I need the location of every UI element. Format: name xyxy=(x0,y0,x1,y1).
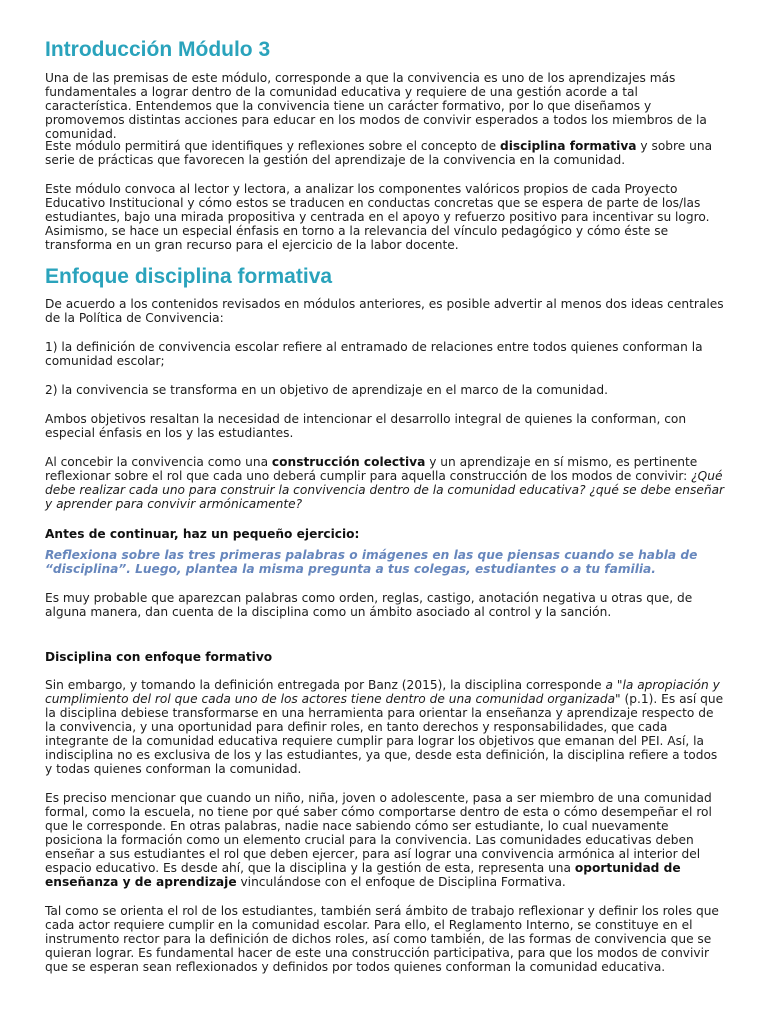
enfoque-p5-question: ¿Qué debe realizar cada uno para construir la convivencia dentro de la comunidad educativa? ¿qué se debe enseñar y aprender para convivir armónicamente? xyxy=(45,469,725,511)
formativo-p1-text-end: (p.1). Es así que la disciplina debiese transformarse en una herramienta para orientar la enseñanza y aprendizaje respecto de la convivencia, y una oportunidad para definir roles, en tanto derechos y responsabilidades, que cada integrante de la comunidad educativa requiere cumplir para lograr los objetivos que emanan del PEI. Así, la indisciplina no es exclusiva de los y las estudiantes, ya que, desde esta definición, la disciplina refiere a todos y todas quienes conforman la comunidad. xyxy=(45,692,724,776)
exercise-text: Reflexiona sobre las tres primeras palabras o imágenes en las que piensas cuando se habla de “disciplina”. Luego, plantea la misma pregunta a tus colegas, estudiantes o a tu familia. xyxy=(45,548,698,576)
intro-title: Introducción Módulo 3 xyxy=(45,38,271,61)
enfoque-p5-text: Al concebir la convivencia como una xyxy=(45,455,272,469)
formativo-p2-bold: oportunidad de enseñanza y de aprendizaje xyxy=(45,861,681,889)
enfoque-paragraph-2: 1) la definición de convivencia escolar refiere al entramado de relaciones entre todos quienes conforman la comunidad escolar; xyxy=(45,340,703,368)
enfoque-paragraph-6: Es muy probable que aparezcan palabras como orden, reglas, castigo, anotación negativa u otras que, de alguna manera, dan cuenta de la disciplina como un ámbito asociado al control y la sanción. xyxy=(45,591,693,619)
formativo-p1-text: Sin embargo, y tomando la definición entregada por Banz (2015), la disciplina corresponde xyxy=(45,678,606,692)
enfoque-paragraph-1: De acuerdo a los contenidos revisados en módulos anteriores, es posible advertir al menos dos ideas centrales de la Política de Convivencia: xyxy=(45,297,724,325)
intro-p2-text: Este módulo permitirá que identifiques y reflexiones sobre el concepto de xyxy=(45,139,500,153)
intro-paragraph-2 xyxy=(45,139,725,167)
formativo-heading: Disciplina con enfoque formativo xyxy=(45,650,273,664)
formativo-paragraph-1 xyxy=(45,678,725,776)
enfoque-p5-text-middle: y un aprendizaje en sí mismo, es pertinente reflexionar sobre el rol que cada uno deberá cumplir para aquella construcción de los modos de convivir: xyxy=(45,455,698,483)
exercise-heading: Antes de continuar, haz un pequeño ejercicio: xyxy=(45,527,360,541)
formativo-p2-text-end: vinculándose con el enfoque de Disciplina Formativa. xyxy=(236,875,566,889)
intro-paragraph-3: Este módulo convoca al lector y lectora, a analizar los componentes valóricos propios de cada Proyecto Educativo Institucional y cómo estos se traducen en conductas concretas que se espera de parte de los/las estudiantes, bajo una mirada propositiva y centrada en el apoyo y refuerzo positivo para incentivar su logro. Asimismo, se hace un especial énfasis en torno a la relevancia del vínculo pedagógico y cómo éste se transforma en un gran recurso para el ejercicio de la labor docente. xyxy=(45,182,710,252)
enfoque-paragraph-5 xyxy=(45,455,725,511)
enfoque-paragraph-4: Ambos objetivos resaltan la necesidad de intencionar el desarrollo integral de quienes la conforman, con especial énfasis en los y las estudiantes. xyxy=(45,412,687,440)
enfoque-paragraph-3: 2) la convivencia se transforma en un objetivo de aprendizaje en el marco de la comunidad. xyxy=(45,383,608,397)
intro-p2-bold: disciplina formativa xyxy=(499,139,637,153)
intro-paragraph-1: Una de las premisas de este módulo, corresponde a que la convivencia es uno de los aprendizajes más fundamentales a lograr dentro de la comunidad educativa y requiere de una gestión acorde a tal característica. Entendemos que la convivencia tiene un carácter formativo, por lo que diseñamos y promovemos distintas acciones para educar en los modos de convivir esperados a todos los miembros de la comunidad. xyxy=(45,71,707,141)
formativo-paragraph-2 xyxy=(45,791,725,889)
formativo-p1-quote: a "la apropiación y cumplimiento del rol que cada uno de los actores tiene dentro de una comunidad organizada" xyxy=(45,678,720,706)
formativo-paragraph-3: Tal como se orienta el rol de los estudiantes, también será ámbito de trabajo reflexionar y definir los roles que cada actor requiere cumplir en la comunidad escolar. Para ello, el Reglamento Interno, se constituye en el instrumento rector para la definición de dichos roles, así como también, de las formas de convivencia que se quieran lograr. Es fundamental hacer de este una construcción participativa, para que los modos de convivir que se esperan sean reflexionados y definidos por todos quienes conforman la comunidad educativa. xyxy=(45,904,719,974)
enfoque-title: Enfoque disciplina formativa xyxy=(45,265,333,288)
intro-p2-text-end: y sobre una serie de prácticas que favorecen la gestión del aprendizaje de la convivencia en la comunidad. xyxy=(45,139,713,167)
enfoque-p5-bold: construcción colectiva xyxy=(271,455,426,469)
formativo-p2-text: Es preciso mencionar que cuando un niño, niña, joven o adolescente, pasa a ser miembro de una comunidad formal, como la escuela, no tiene por qué saber cómo comportarse dentro de esta o cómo desempeñar el rol que le corresponde. En otras palabras, nadie nace sabiendo cómo ser estudiante, lo cual nuevamente posiciona la formación como un elemento crucial para la convivencia. Las comunidades educativas deben enseñar a sus estudiantes el rol que deben ejercer, para así lograr una convivencia armónica al interior del espacio educativo. Es desde ahí, que la disciplina y la gestión de esta, representa una xyxy=(45,791,712,875)
